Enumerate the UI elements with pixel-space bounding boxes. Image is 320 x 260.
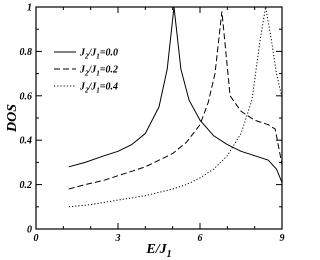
- plot-series: [69, 7, 282, 207]
- legend-label-2: $J_2/J_1=0.2$: [80, 64, 118, 78]
- series-line-1: [69, 7, 282, 182]
- x-tick-label: 3: [115, 233, 121, 244]
- plot-frame: [36, 7, 282, 229]
- y-axis-label: DOS: [5, 103, 20, 133]
- x-axis-label: [145, 242, 171, 260]
- axis-ticks: [36, 7, 282, 229]
- x-tick-label: 9: [279, 233, 285, 244]
- series-line-3: [69, 7, 282, 207]
- x-tick-label: 6: [197, 233, 203, 244]
- series-line-2: [69, 11, 282, 189]
- y-tick-label: 0.6: [19, 91, 32, 103]
- legend-label-1: $J_2/J_1=0.0$: [80, 47, 118, 61]
- tick-labels: [20, 3, 285, 245]
- legend: [54, 48, 118, 95]
- y-tick-label: 0.8: [19, 46, 32, 58]
- legend-label-3: $J_2/J_1=0.4$: [80, 81, 118, 95]
- x-axis-label-subscript: 1: [166, 249, 172, 260]
- x-axis-label-main: E/J: [146, 242, 167, 257]
- y-tick-label: 0.4: [19, 135, 32, 147]
- x-tick-label: 0: [33, 233, 39, 244]
- y-tick-label: 1: [27, 2, 32, 14]
- y-tick-label: 0: [27, 224, 32, 236]
- y-tick-label: 0.2: [19, 180, 32, 192]
